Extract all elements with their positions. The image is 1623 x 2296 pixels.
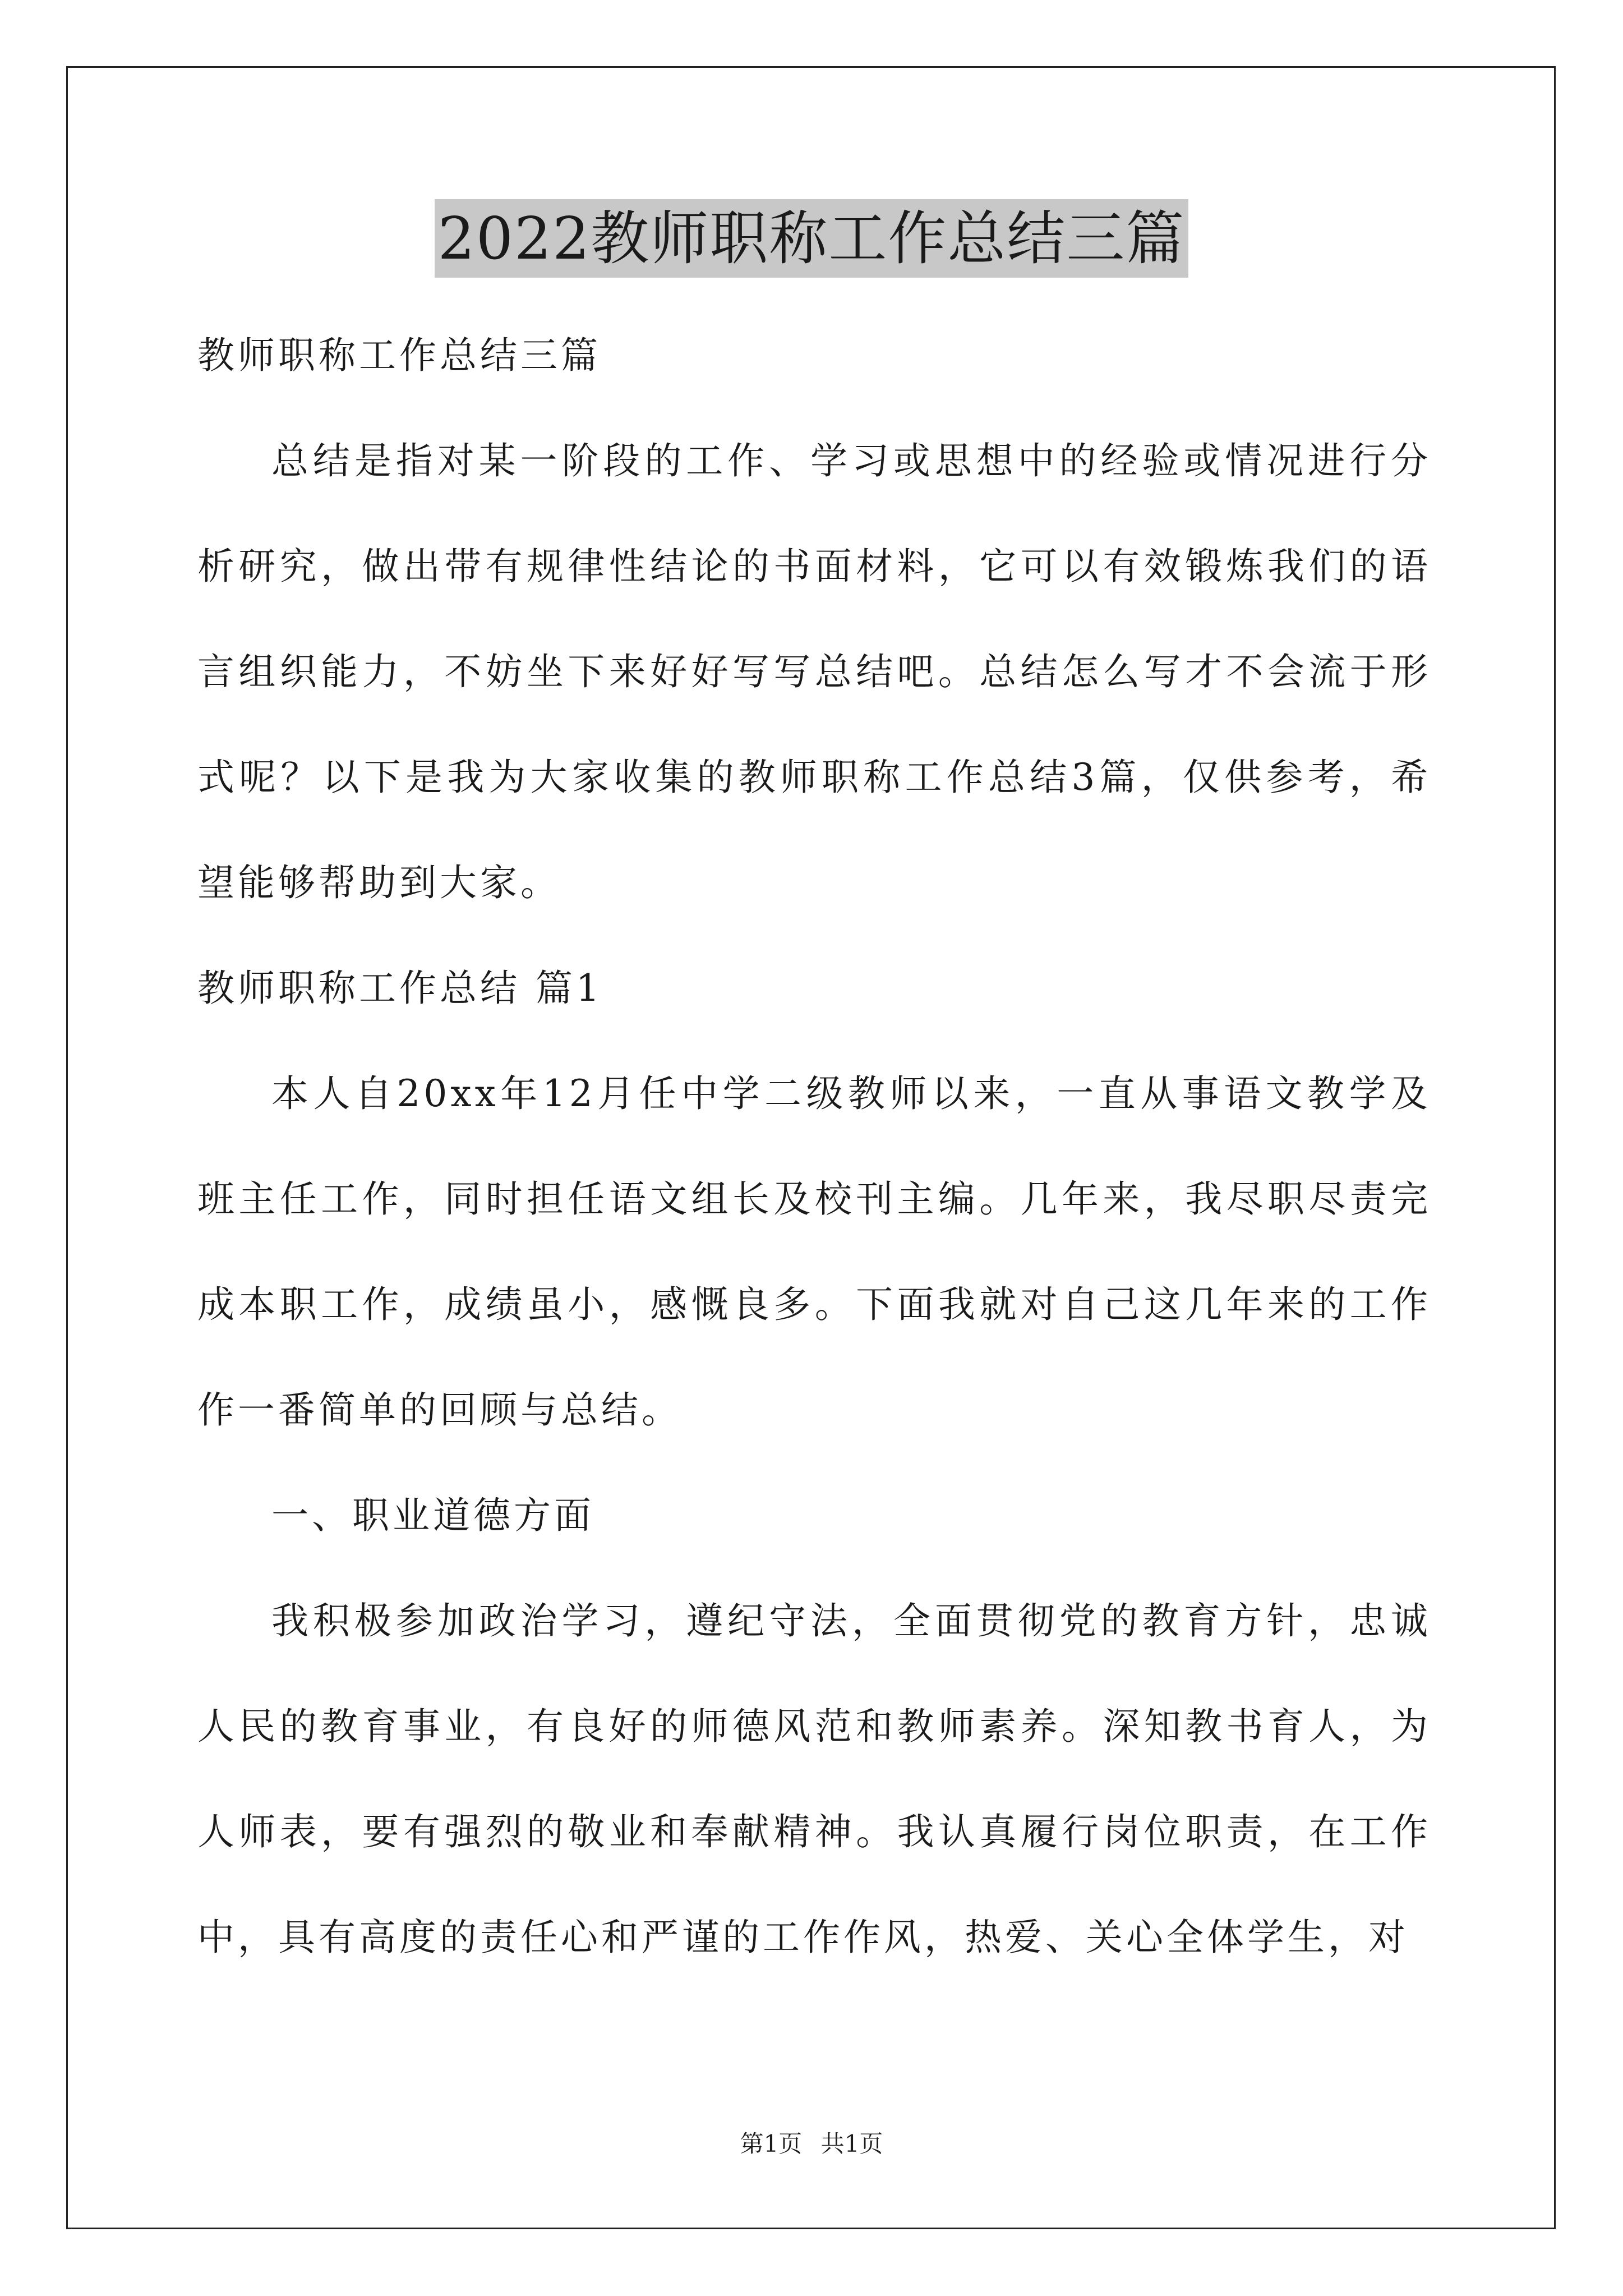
paragraph-intro: 总结是指对某一阶段的工作、学习或思想中的经验或情况进行分析研究，做出带有规律性结论的书面材料，它可以有效锻炼我们的语言组织能力，不妨坐下来好好写写总结吧。总结怎么写才不会流于形式呢？以下是我为大家收集的教师职称工作总结3篇，仅供参考，希望能够帮助到大家。 bbox=[197, 439, 1431, 904]
document-title: 2022教师职称工作总结三篇 bbox=[435, 199, 1189, 278]
page-total: 共1页 bbox=[820, 2130, 883, 2157]
section-heading: 教师职称工作总结 篇1 bbox=[197, 967, 603, 1010]
title-wrap bbox=[0, 199, 1623, 278]
document-body bbox=[197, 303, 1431, 1990]
paragraph-body: 我积极参加政治学习，遵纪守法，全面贯彻党的教育方针，忠诚人民的教育事业，有良好的师德风范和教师素养。深知教书育人，为人师表，要有强烈的敬业和奉献精神。我认真履行岗位职责，在工作中，具有高度的责任心和严谨的工作作风，热爱、关心全体学生，对 bbox=[197, 1599, 1431, 1959]
paragraph-body: 本人自20xx年12月任中学二级教师以来，一直从事语文教学及班主任工作，同时担任语文组长及校刊主编。几年来，我尽职尽责完成本职工作，成绩虽小，感慨良多。下面我就对自己这几年来的工作作一番简单的回顾与总结。 bbox=[197, 1072, 1431, 1432]
page-number: 第1页 bbox=[740, 2130, 803, 2157]
subsection-heading: 一、职业道德方面 bbox=[271, 1494, 594, 1537]
page-footer bbox=[0, 2127, 1623, 2161]
paragraph-subtitle: 教师职称工作总结三篇 bbox=[197, 334, 601, 377]
